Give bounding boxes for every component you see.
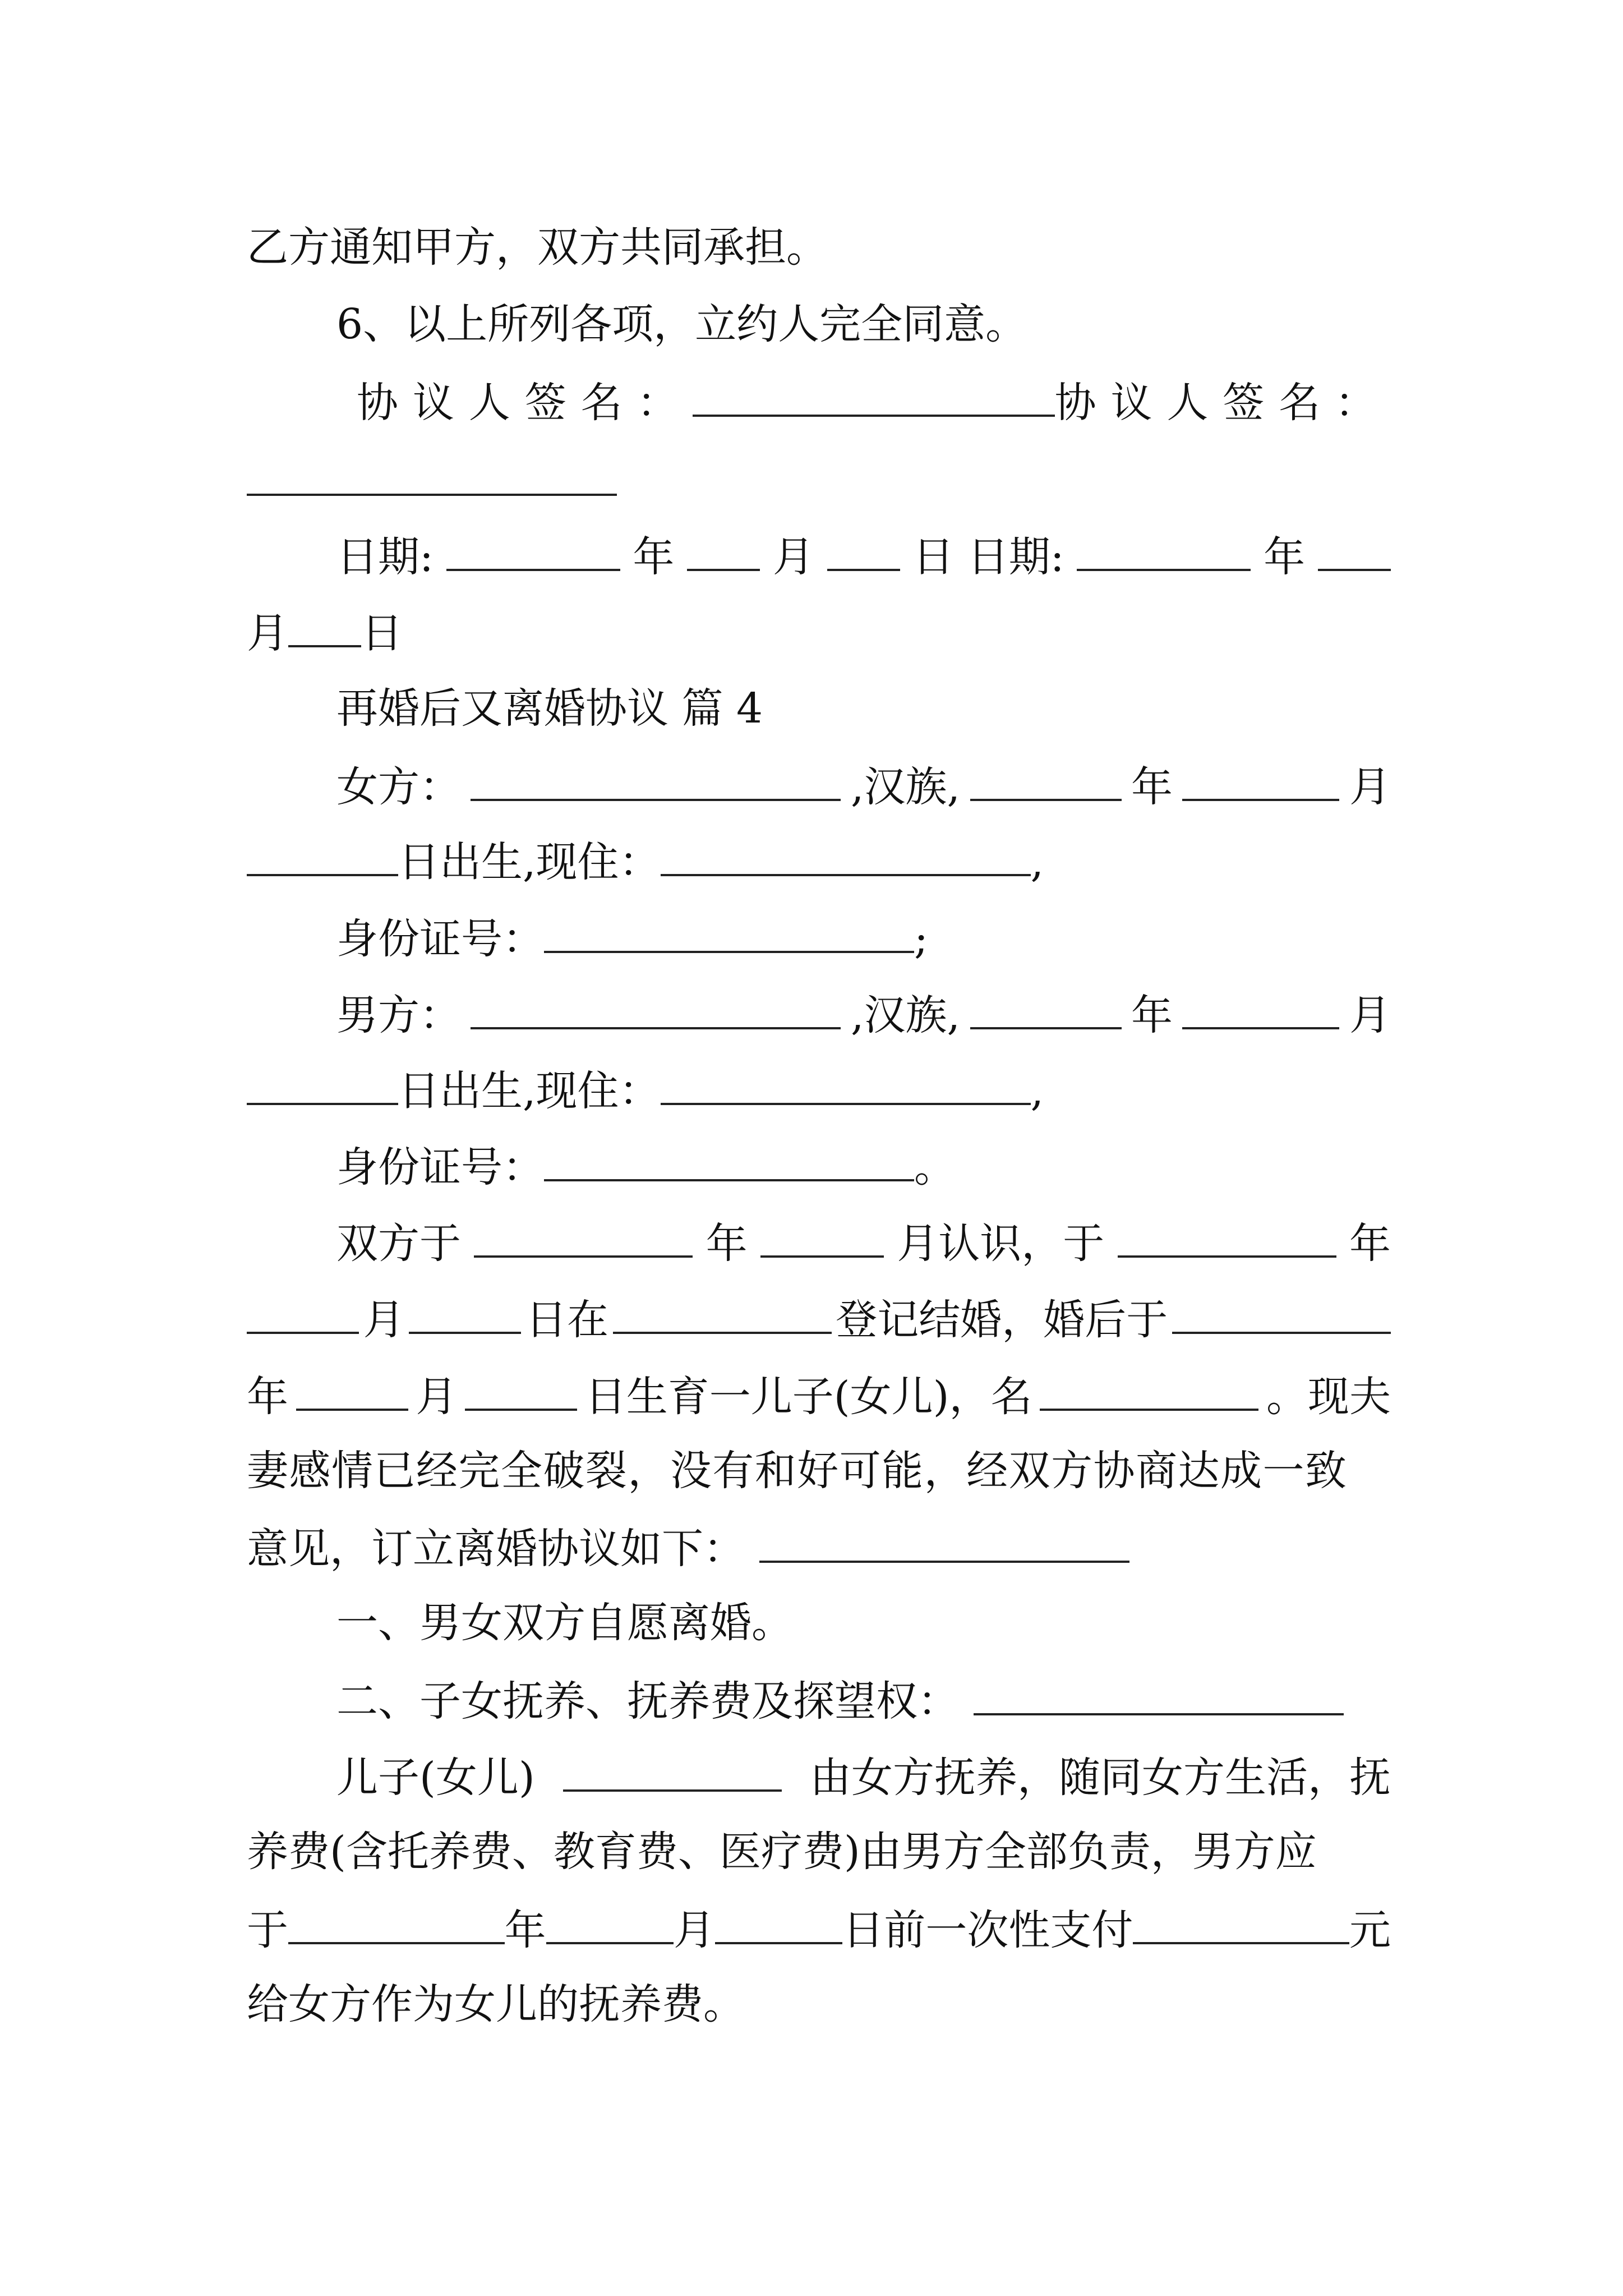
address-blank <box>661 839 1031 876</box>
year-blank <box>970 992 1122 1029</box>
marriage-info-line: 双方于 年 月认识，于 年 <box>336 1220 1391 1268</box>
child-name-blank <box>1040 1374 1258 1411</box>
month-blank <box>247 1297 359 1334</box>
id-number-blank <box>544 916 914 953</box>
year-blank <box>288 1907 505 1944</box>
month-blank <box>1182 992 1339 1029</box>
month-blank <box>760 1221 884 1258</box>
signature-blank <box>693 380 1054 417</box>
text-line: 乙方通知甲方，双方共同承担。 <box>247 223 828 272</box>
place-blank <box>613 1297 832 1334</box>
clause-2: 二、子女抚养、抚养费及探望权： <box>336 1678 1481 1722</box>
female-party-line: 女方： ,汉族, 年 月 <box>336 763 1391 811</box>
id-number-line: 身份证号： ; <box>336 915 928 963</box>
id-number-blank <box>544 1144 914 1181</box>
child-name-blank <box>563 1755 782 1792</box>
text-line: 妻感情已经完全破裂，没有和好可能，经双方协商达成一致 <box>247 1447 1348 1495</box>
year-blank <box>474 1221 693 1258</box>
date-line: 月 日 <box>247 609 403 657</box>
month-blank <box>687 534 760 571</box>
text-line: 6、以上所列各项，立约人完全同意。 <box>336 300 1027 348</box>
marriage-info-line: 月 日在 登记结婚，婚后于 <box>247 1297 1391 1341</box>
date-line: 日期: 年 月 日 日期: 年 <box>336 534 1391 578</box>
name-blank <box>471 764 841 801</box>
blank <box>759 1526 1129 1563</box>
day-blank <box>409 1297 521 1334</box>
amount-blank <box>1133 1907 1349 1944</box>
birth-address-line: 日出生,现住： , <box>247 1068 1391 1112</box>
year-blank <box>1077 534 1251 571</box>
month-blank <box>296 1374 408 1411</box>
text-line: 给女方作为女儿的抚养费。 <box>247 1980 745 2028</box>
name-blank <box>471 992 841 1029</box>
male-party-line: 男方： ,汉族, 年 月 <box>336 991 1391 1039</box>
text-line: 养费(含托养费、教育费、医疗费)由男方全部负责，男方应 <box>247 1828 1317 1876</box>
year-blank <box>970 764 1122 801</box>
section-heading: 再婚后又离婚协议 篇 4 <box>336 684 763 733</box>
custody-line: 儿子(女儿) 由女方抚养，随同女方生活，抚 <box>336 1754 1391 1802</box>
year-blank <box>1172 1297 1391 1334</box>
day-blank <box>247 1068 398 1105</box>
day-blank <box>247 839 398 876</box>
payment-line: 于 年 月 日前一次性支付 元 <box>247 1906 1391 1954</box>
signature-blank-line <box>247 459 1391 503</box>
day-blank <box>827 534 900 571</box>
id-number-line: 身份证号： 。 <box>336 1143 956 1191</box>
month-blank <box>1318 534 1391 571</box>
month-blank <box>546 1907 674 1944</box>
day-blank <box>715 1907 842 1944</box>
signature-blank <box>247 459 617 496</box>
child-info-line: 年 月 日生育一儿子(女儿)，名 。现夫 <box>247 1373 1391 1421</box>
day-blank <box>465 1374 577 1411</box>
signature-line: 协议人签名： 协议人签名： <box>357 379 1391 427</box>
month-blank <box>1182 764 1339 801</box>
blank <box>974 1678 1344 1715</box>
day-blank <box>288 610 361 647</box>
clause-1: 一、男女双方自愿离婚。 <box>336 1599 793 1647</box>
address-blank <box>661 1068 1031 1105</box>
year-blank <box>446 534 620 571</box>
birth-address-line: 日出生,现住： , <box>247 839 1391 883</box>
agreement-intro-line: 意见，订立离婚协议如下： <box>247 1526 1391 1570</box>
year-blank <box>1118 1221 1336 1258</box>
